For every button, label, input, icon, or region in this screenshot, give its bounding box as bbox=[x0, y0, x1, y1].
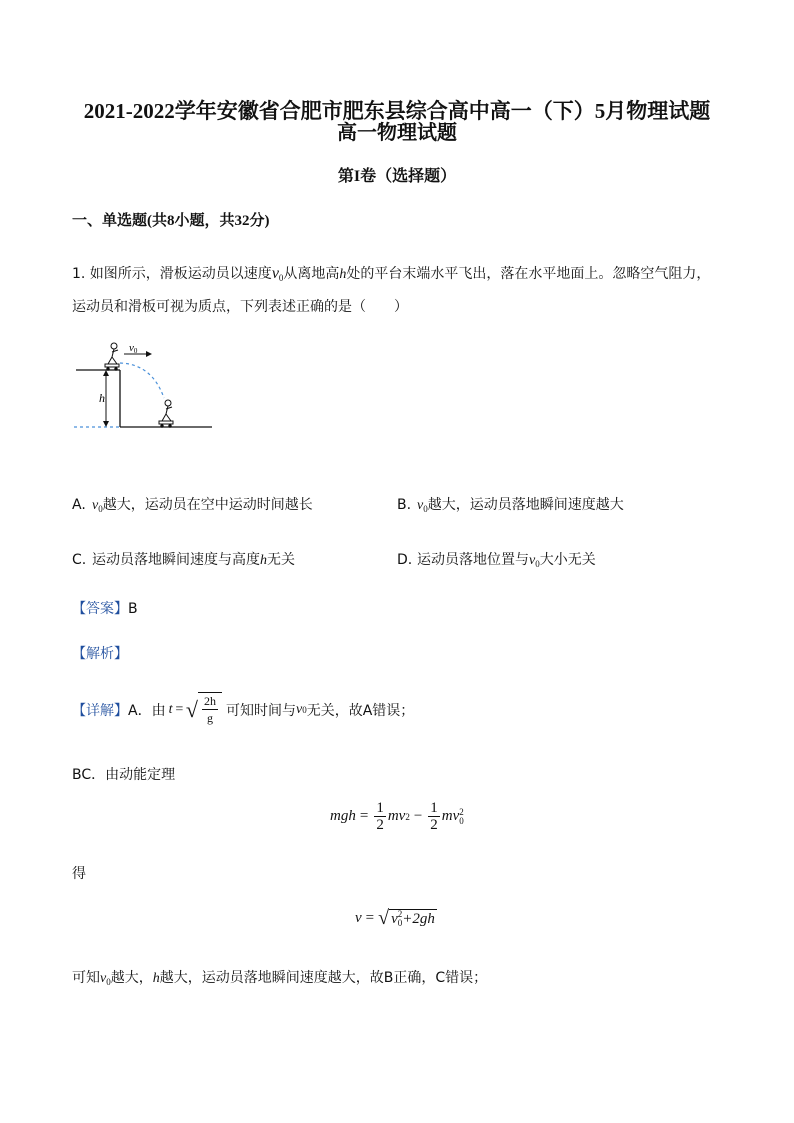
option-d: D. 运动员落地位置与$v_0$大小无关 bbox=[397, 552, 596, 569]
h-arrow-down bbox=[103, 421, 109, 427]
velocity-arrow bbox=[146, 351, 152, 357]
conclusion-line: 可知$v_0$越大，h越大，运动员落地瞬间速度越大，故B正确，C错误； bbox=[72, 970, 488, 987]
section-heading: 一、单选题(共8小题，共32分) bbox=[72, 213, 270, 229]
volume-heading: 第I卷（选择题） bbox=[337, 168, 457, 185]
trajectory-curve bbox=[120, 363, 164, 398]
q1-prefix: 1. 如图所示，滑板运动员以速度 bbox=[72, 266, 272, 282]
answer-label: 【答案】 bbox=[72, 601, 128, 617]
skateboard-figure bbox=[72, 336, 217, 436]
answer-value: B bbox=[128, 601, 138, 617]
equation-velocity: v = √ v 2 0 +2gh bbox=[355, 907, 435, 929]
q1-v-sub: 0 bbox=[278, 273, 284, 283]
question-1-line-2: 运动员和滑板可视为质点，下列表述正确的是（ ） bbox=[72, 299, 408, 315]
analysis-label: 【解析】 bbox=[72, 646, 128, 662]
document-title: 2021-2022学年安徽省合肥市肥东县综合高中高一（下）5月物理试题 bbox=[83, 99, 711, 123]
detail-line: 【详解】 A．由 t = √ $\frac{2h}{g}$ 可知时间与 v 0 无关，故A错误； bbox=[72, 692, 414, 728]
equation-energy: mgh = $\frac{1}{2}$ mv 2 − $\frac{1}{2}$ mv 2 0 bbox=[330, 800, 464, 833]
q1-mid: 从离地高 bbox=[283, 266, 340, 282]
skater-bottom-icon bbox=[159, 400, 173, 427]
sqrt-expression: √ $\frac{2h}{g}$ bbox=[186, 692, 222, 728]
option-c: C. 运动员落地瞬间速度与高度h无关 bbox=[72, 552, 295, 568]
document-subtitle: 高一物理试题 bbox=[337, 122, 457, 144]
bc-line: BC．由动能定理 bbox=[72, 767, 176, 783]
question-1-line-1 bbox=[72, 263, 710, 283]
de-line: 得 bbox=[72, 866, 86, 882]
option-a: A. $v_0$越大，运动员在空中运动时间越长 bbox=[72, 497, 313, 514]
q1-h: h bbox=[339, 267, 347, 282]
answer-line bbox=[72, 598, 138, 618]
detail-label: 【详解】 bbox=[72, 703, 128, 719]
option-b: B. $v_0$越大，运动员落地瞬间速度越大 bbox=[397, 497, 624, 514]
q1-suffix: 处的平台末端水平飞出，落在水平地面上。忽略空气阻力， bbox=[346, 266, 711, 282]
q1-v: v bbox=[271, 265, 279, 282]
h-arrow-up bbox=[103, 370, 109, 376]
v0-label: v0 bbox=[129, 342, 138, 355]
skater-top-icon bbox=[105, 343, 119, 370]
h-label: h bbox=[99, 391, 105, 405]
